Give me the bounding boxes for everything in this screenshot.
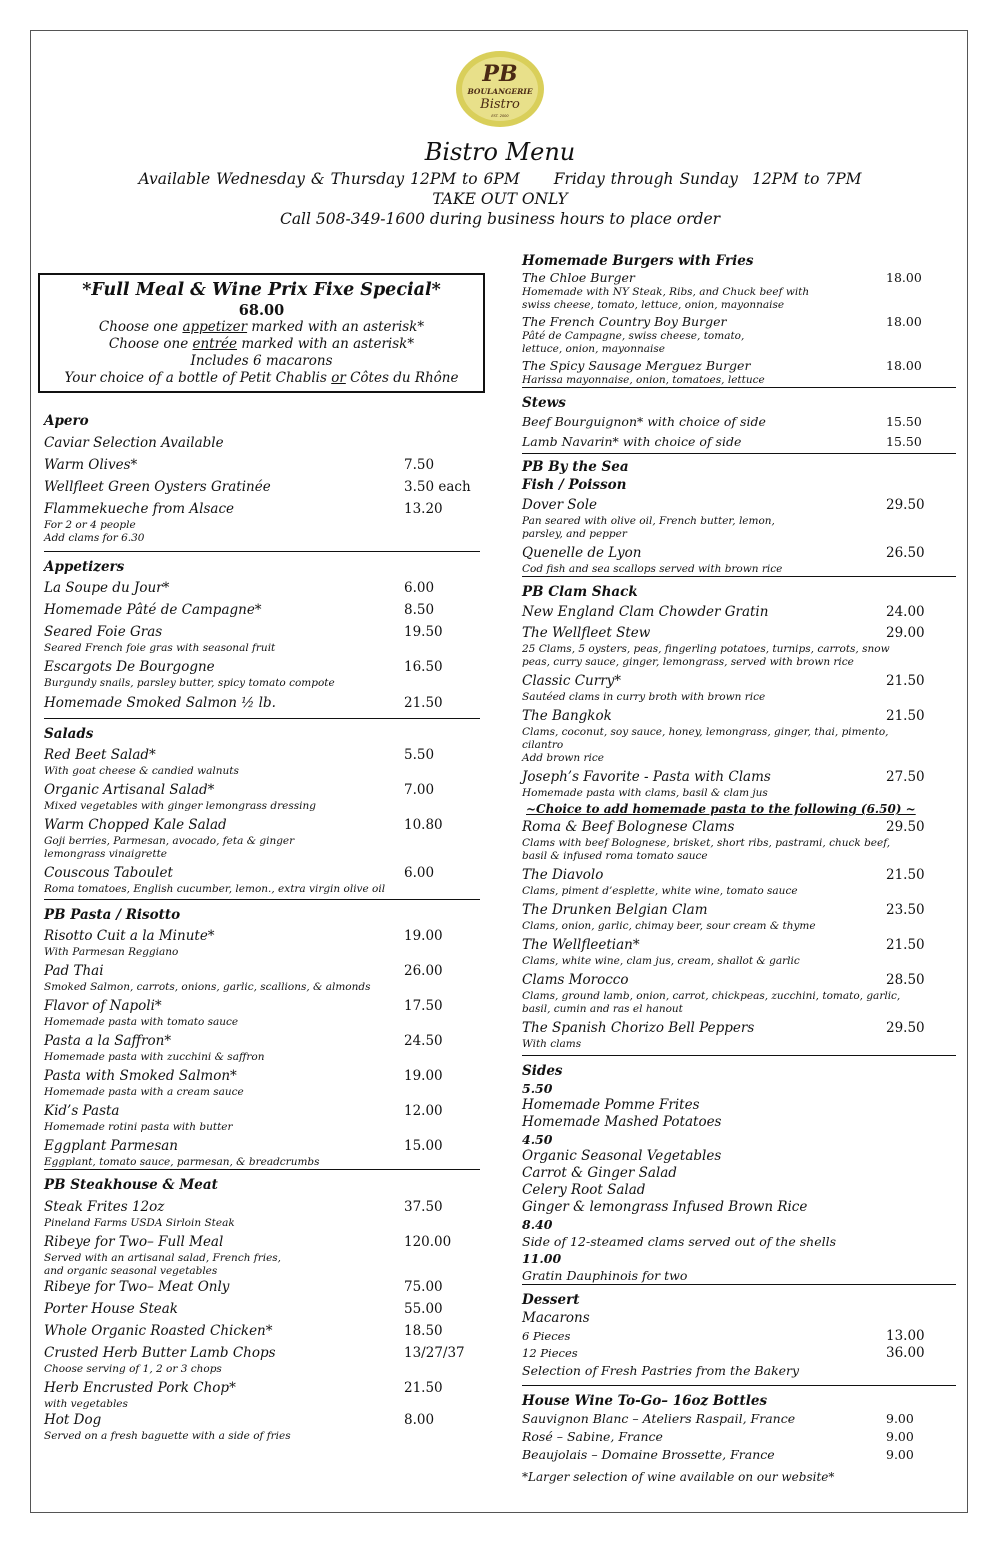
menu-item-desc: swiss cheese, tomato, lettuce, onion, mayonnaise — [522, 299, 785, 311]
menu-item-price: 18.00 — [886, 314, 922, 329]
menu-item-name: The Wellfleetian* — [522, 937, 640, 953]
section-heading: PB Steakhouse & Meat — [44, 1177, 218, 1193]
menu-item-desc: lemongrass vinaigrette — [44, 848, 168, 860]
menu-item-price: 28.50 — [886, 972, 925, 988]
dessert-pastries: Selection of Fresh Pastries from the Bakery — [522, 1363, 800, 1378]
menu-item-price: 55.00 — [404, 1301, 443, 1317]
menu-item-name: Steak Frites 12oz — [44, 1199, 165, 1215]
menu-item-name: The French Country Boy Burger — [522, 314, 727, 329]
menu-item-price: 36.00 — [886, 1345, 925, 1361]
menu-item-desc: Homemade pasta with zucchini & saffron — [44, 1051, 265, 1063]
menu-item-price: 19.50 — [404, 624, 443, 640]
menu-item-price: 19.00 — [404, 1068, 443, 1084]
hours-weekend-time: 12PM to 7PM — [751, 170, 862, 188]
menu-item-name: Warm Olives* — [44, 457, 138, 473]
menu-item-desc: Cod fish and sea scallops served with brown rice — [522, 563, 783, 575]
menu-item-name: Flavor of Napoli* — [44, 998, 162, 1014]
menu-item-price: 120.00 — [404, 1234, 452, 1250]
menu-item-name: Ribeye for Two– Full Meal — [44, 1234, 224, 1250]
side-item: Side of 12-steamed clams served out of the shells — [522, 1234, 837, 1249]
menu-item-name: The Drunken Belgian Clam — [522, 902, 708, 918]
menu-item-name: The Spicy Sausage Merguez Burger — [522, 358, 751, 373]
menu-item-desc: lettuce, onion, mayonnaise — [522, 343, 665, 355]
menu-item-price: 18.00 — [886, 358, 922, 373]
menu-item-desc: Smoked Salmon, carrots, onions, garlic, scallions, & almonds — [44, 981, 371, 993]
menu-item-name: The Bangkok — [522, 708, 612, 724]
menu-item-price: 19.00 — [404, 928, 443, 944]
menu-item-name: Pad Thai — [44, 963, 104, 979]
menu-item-price: 13.00 — [886, 1328, 925, 1344]
menu-item-price: 6.00 — [404, 580, 435, 596]
menu-item-desc: Pâté de Campagne, swiss cheese, tomato, — [522, 330, 745, 342]
side-item: Homemade Pomme Frites — [522, 1097, 700, 1113]
menu-item-desc: Clams, coconut, soy sauce, honey, lemongrass, ginger, thai, pimento, — [522, 726, 889, 738]
section-heading: Homemade Burgers with Fries — [522, 253, 754, 269]
menu-item-desc: Sautéed clams in curry broth with brown rice — [522, 691, 766, 703]
menu-item-name: Quenelle de Lyon — [522, 545, 642, 561]
side-item: Celery Root Salad — [522, 1182, 646, 1198]
prix-fixe-price: 68.00 — [238, 302, 285, 319]
sides-price: 8.40 — [522, 1217, 553, 1232]
dessert-macarons: Macarons — [522, 1310, 590, 1326]
menu-item-desc: Homemade pasta with clams, basil & clam jus — [522, 787, 768, 799]
menu-item-desc: Served on a fresh baguette with a side of fries — [44, 1430, 291, 1442]
wine-note: *Larger selection of wine available on our website* — [522, 1470, 835, 1484]
side-item: Carrot & Ginger Salad — [522, 1165, 677, 1181]
menu-item-desc: Served with an artisanal salad, French fries, — [44, 1252, 282, 1264]
menu-item-desc: Burgundy snails, parsley butter, spicy tomato compote — [44, 677, 335, 689]
menu-item-desc: and organic seasonal vegetables — [44, 1265, 218, 1277]
menu-item-name: Couscous Taboulet — [44, 865, 173, 881]
menu-item-name: Risotto Cuit a la Minute* — [44, 928, 215, 944]
sides-price: 5.50 — [522, 1081, 553, 1096]
menu-item-desc: with vegetables — [44, 1398, 128, 1410]
menu-item-desc: Homemade with NY Steak, Ribs, and Chuck beef with — [522, 286, 810, 298]
prix-fixe-line: Choose one appetizer marked with an asterisk* — [98, 319, 425, 335]
menu-item-desc: Clams with beef Bolognese, brisket, short ribs, pastrami, chuck beef, — [522, 837, 891, 849]
menu-item-price: 18.00 — [886, 270, 922, 285]
menu-item-price: 6.00 — [404, 865, 435, 881]
section-heading: Dessert — [522, 1292, 580, 1308]
menu-item-desc: Mixed vegetables with ginger lemongrass dressing — [44, 800, 316, 812]
menu-item-price: 8.00 — [404, 1412, 435, 1428]
hours-weekend-days: Friday through Sunday — [553, 170, 738, 188]
menu-item-name: La Soupe du Jour* — [44, 580, 170, 596]
menu-item-desc: Choose serving of 1, 2 or 3 chops — [44, 1363, 222, 1375]
menu-item-desc: Clams, onion, garlic, chimay beer, sour cream & thyme — [522, 920, 816, 932]
section-heading: PB Clam Shack — [522, 584, 638, 600]
section-sides — [522, 1060, 956, 1285]
section-heading: Sides — [522, 1063, 563, 1079]
hours-weekday: Available Wednesday & Thursday 12PM to 6PM — [138, 170, 520, 188]
menu-item-desc: Pineland Farms USDA Sirloin Steak — [44, 1217, 235, 1229]
menu-item-name: Flammekueche from Alsace — [44, 501, 234, 517]
menu-item-name: Dover Sole — [522, 497, 597, 513]
side-item: Homemade Mashed Potatoes — [522, 1114, 722, 1130]
menu-item-price: 13/27/37 — [404, 1345, 465, 1361]
menu-item-name: The Diavolo — [522, 867, 604, 883]
menu-item-desc: Pan seared with olive oil, French butter, lemon, — [522, 515, 775, 527]
menu-item-name: Red Beet Salad* — [44, 747, 156, 763]
menu-item-desc: With clams — [522, 1038, 582, 1050]
right-column — [522, 250, 956, 1490]
menu-item-price: 75.00 — [404, 1279, 443, 1295]
menu-item-price: 8.50 — [404, 602, 435, 618]
menu-item-name: Homemade Pâté de Campagne* — [44, 602, 262, 618]
menu-item-desc: Homemade rotini pasta with butter — [44, 1121, 233, 1133]
menu-item-name: Kid’s Pasta — [44, 1103, 120, 1119]
menu-item-name: Escargots De Bourgogne — [44, 659, 215, 675]
menu-item-desc: Add brown rice — [522, 752, 604, 764]
section-heading: PB Pasta / Risotto — [44, 907, 181, 923]
menu-item-price: 21.50 — [404, 695, 443, 711]
menu-item-desc: basil, cumin and ras el hanout — [522, 1003, 683, 1015]
section-heading: Appetizers — [44, 559, 125, 575]
menu-item-price: 21.50 — [886, 673, 925, 689]
menu-item-price: 18.50 — [404, 1323, 443, 1339]
menu-item-price: 37.50 — [404, 1199, 443, 1215]
menu-item-price: 21.50 — [404, 1380, 443, 1396]
menu-item-price: 13.20 — [404, 501, 443, 517]
menu-item-desc: Homemade pasta with a cream sauce — [44, 1086, 244, 1098]
menu-item-desc: 25 Clams, 5 oysters, peas, fingerling potatoes, turnips, carrots, snow — [522, 643, 890, 655]
menu-item-name: Organic Artisanal Salad* — [44, 782, 215, 798]
menu-item-desc: basil & infused roma tomato sauce — [522, 850, 708, 862]
menu-item-name: Wellfleet Green Oysters Gratinée — [44, 479, 271, 495]
menu-item-price: 29.50 — [886, 497, 925, 513]
section-heading: Stews — [522, 395, 566, 411]
menu-item-price: 9.00 — [886, 1411, 914, 1426]
menu-item-desc: Seared French foie gras with seasonal fruit — [44, 642, 276, 654]
pasta-choice-note: ~Choice to add homemade pasta to the following (6.50) ~ — [526, 802, 916, 816]
pb-boulangerie-logo — [455, 50, 545, 128]
menu-item-desc: parsley, and pepper — [522, 528, 627, 540]
section-house-wine — [522, 1390, 956, 1486]
side-item: Gratin Dauphinois for two — [522, 1268, 688, 1283]
menu-item-name: 12 Pieces — [522, 1346, 578, 1360]
section-pasta — [44, 904, 480, 1170]
menu-item-price: 5.50 — [404, 747, 435, 763]
call-notice: Call 508-349-1600 during business hours to place order — [279, 210, 721, 228]
menu-item-desc: With Parmesan Reggiano — [44, 946, 179, 958]
menu-item-price: 29.00 — [886, 625, 925, 641]
menu-item-price: 17.50 — [404, 998, 443, 1014]
menu-item-name: Hot Dog — [44, 1412, 102, 1428]
menu-item-name: Beef Bourguignon* with choice of side — [522, 414, 766, 429]
menu-item-price: 21.50 — [886, 937, 925, 953]
svg-text:BOULANGERIE: BOULANGERIE — [467, 87, 533, 96]
menu-item-name: Porter House Steak — [44, 1301, 178, 1317]
menu-item-desc: Eggplant, tomato sauce, parmesan, & breadcrumbs — [44, 1156, 320, 1168]
section-burgers — [522, 250, 956, 388]
svg-text:EST. 2000: EST. 2000 — [491, 114, 509, 118]
menu-item-name: Eggplant Parmesan — [44, 1138, 178, 1154]
svg-text:PB: PB — [482, 61, 518, 87]
menu-item-price: 3.50 each — [404, 479, 471, 495]
section-dessert — [522, 1289, 956, 1386]
menu-item-name: The Spanish Chorizo Bell Peppers — [522, 1020, 755, 1036]
sides-price: 11.00 — [522, 1251, 562, 1266]
menu-item-name: Roma & Beef Bolognese Clams — [522, 819, 735, 835]
menu-item-price: 26.00 — [404, 963, 443, 979]
menu-item-price: 21.50 — [886, 708, 925, 724]
menu-item-name: The Wellfleet Stew — [522, 625, 651, 641]
prix-fixe-line: Choose one entrée marked with an asterisk* — [108, 336, 415, 352]
prix-fixe-line: Includes 6 macarons — [190, 353, 333, 369]
menu-item-price: 21.50 — [886, 867, 925, 883]
menu-item-price: 27.50 — [886, 769, 925, 785]
menu-item-price: 10.80 — [404, 817, 443, 833]
menu-item-price: 26.50 — [886, 545, 925, 561]
menu-item-desc: Clams, piment d’esplette, white wine, tomato sauce — [522, 885, 798, 897]
menu-item-name: Clams Morocco — [522, 972, 629, 988]
section-apero — [44, 410, 480, 552]
menu-item-desc: Harissa mayonnaise, onion, tomatoes, lettuce — [522, 374, 765, 386]
menu-item-name: Rosé – Sabine, France — [522, 1429, 663, 1444]
menu-item-price: 9.00 — [886, 1447, 914, 1462]
menu-item-desc: peas, curry sauce, ginger, lemongrass, served with brown rice — [522, 656, 854, 668]
prix-fixe-heading: *Full Meal & Wine Prix Fixe Special* — [82, 280, 441, 300]
prix-fixe-line: Your choice of a bottle of Petit Chablis or Côtes du Rhône — [64, 370, 459, 386]
side-item: Ginger & lemongrass Infused Brown Rice — [522, 1199, 808, 1215]
menu-item-desc: cilantro — [522, 739, 564, 751]
menu-item-name: Warm Chopped Kale Salad — [44, 817, 227, 833]
section-heading: House Wine To-Go– 16oz Bottles — [522, 1393, 768, 1409]
menu-item-name: Caviar Selection Available — [44, 435, 224, 451]
section-steakhouse — [44, 1174, 480, 1443]
menu-item-name: Pasta a la Saffron* — [44, 1033, 172, 1049]
menu-item-desc: For 2 or 4 people — [44, 519, 136, 531]
menu-item-price: 23.50 — [886, 902, 925, 918]
menu-item-desc: Homemade pasta with tomato sauce — [44, 1016, 239, 1028]
svg-text:Bistro: Bistro — [480, 97, 520, 112]
section-heading: Apero — [44, 413, 89, 429]
menu-item-name: Joseph’s Favorite - Pasta with Clams — [522, 769, 771, 785]
menu-item-price: 9.00 — [886, 1429, 914, 1444]
menu-item-price: 15.50 — [886, 434, 922, 449]
section-appetizers — [44, 556, 480, 719]
hours-line — [0, 170, 1000, 188]
menu-item-price: 16.50 — [404, 659, 443, 675]
menu-item-name: Beaujolais – Domaine Brossette, France — [522, 1447, 775, 1462]
menu-item-name: Pasta with Smoked Salmon* — [44, 1068, 237, 1084]
menu-item-desc: With goat cheese & candied walnuts — [44, 765, 239, 777]
menu-item-price: 24.50 — [404, 1033, 443, 1049]
menu-item-price: 29.50 — [886, 819, 925, 835]
menu-item-name: Sauvignon Blanc – Ateliers Raspail, France — [522, 1411, 796, 1426]
prix-fixe-box — [38, 273, 485, 393]
menu-item-name: New England Clam Chowder Gratin — [522, 604, 769, 620]
menu-item-price: 15.00 — [404, 1138, 443, 1154]
menu-item-price: 7.00 — [404, 782, 435, 798]
section-subheading: Fish / Poisson — [522, 477, 627, 493]
menu-item-price: 24.00 — [886, 604, 925, 620]
sides-price: 4.50 — [522, 1132, 553, 1147]
section-clam-shack — [522, 581, 956, 1056]
menu-item-price: 15.50 — [886, 414, 922, 429]
left-column — [44, 410, 480, 1447]
menu-item-price: 29.50 — [886, 1020, 925, 1036]
menu-item-name: Seared Foie Gras — [44, 624, 163, 640]
menu-item-name: Crusted Herb Butter Lamb Chops — [44, 1345, 276, 1361]
menu-item-desc: Goji berries, Parmesan, avocado, feta & ginger — [44, 835, 295, 847]
menu-item-desc: Add clams for 6.30 — [44, 532, 145, 544]
section-salads — [44, 723, 480, 900]
menu-item-name: 6 Pieces — [522, 1329, 571, 1343]
menu-item-name: Lamb Navarin* with choice of side — [522, 434, 742, 449]
menu-item-name: The Chloe Burger — [522, 270, 635, 285]
menu-item-desc: Roma tomatoes, English cucumber, lemon., extra virgin olive oil — [44, 883, 386, 895]
section-heading: PB By the Sea — [522, 459, 629, 475]
menu-item-name: Homemade Smoked Salmon ½ lb. — [44, 695, 276, 711]
menu-item-desc: Clams, white wine, clam jus, cream, shallot & garlic — [522, 955, 800, 967]
menu-item-price: 12.00 — [404, 1103, 443, 1119]
menu-item-desc: Clams, ground lamb, onion, carrot, chickpeas, zucchini, tomato, garlic, — [522, 990, 901, 1002]
menu-title: Bistro Menu — [424, 138, 576, 166]
menu-item-name: Classic Curry* — [522, 673, 622, 689]
menu-item-name: Ribeye for Two– Meat Only — [44, 1279, 230, 1295]
menu-item-name: Herb Encrusted Pork Chop* — [44, 1380, 236, 1396]
section-sea — [522, 458, 956, 577]
menu-item-name: Whole Organic Roasted Chicken* — [44, 1323, 273, 1339]
takeout-notice: TAKE OUT ONLY — [432, 190, 568, 208]
section-stews — [522, 392, 956, 454]
section-heading: Salads — [44, 726, 94, 742]
side-item: Organic Seasonal Vegetables — [522, 1148, 722, 1164]
menu-item-price: 7.50 — [404, 457, 435, 473]
